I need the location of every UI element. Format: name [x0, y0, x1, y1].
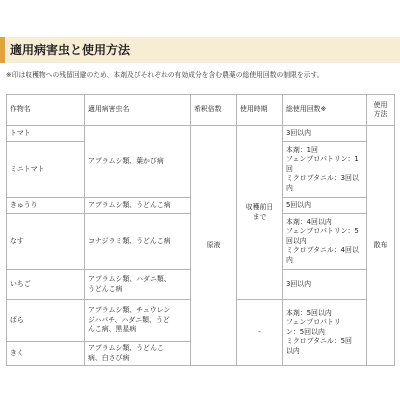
crop-rose: ばら [7, 300, 85, 342]
crop-strawberry: いちご [7, 270, 85, 300]
header-dilution: 希釈倍数 [191, 95, 237, 126]
crop-tomato: トマト [7, 126, 85, 142]
total-cell [283, 300, 367, 366]
section-title-accent [0, 37, 5, 63]
pest-cell: アブラムシ類、うどんこ病 [85, 198, 191, 214]
pest-text: アブラムシ類、チュウレン ジハバチ、ハダニ類、うど んこ病、黒星病 [88, 306, 171, 334]
header-pest: 適用病害虫名 [85, 95, 191, 126]
pest-cell [85, 342, 191, 366]
total-text: 本剤：1回 フェンプロパトリン：1 回 ミクロブタニル：3回以 内 [286, 145, 359, 192]
crop-chrysanthemum: きく [7, 342, 85, 366]
section-title: 適用病害虫と使用方法 [10, 43, 131, 57]
pest-text: アブラムシ類、ハダニ類、 うどんこ病 [88, 275, 171, 293]
timing-cell: - [237, 300, 283, 366]
usage-table [6, 94, 395, 366]
method-cell: 散布 [367, 126, 395, 366]
header-timing: 使用時期 [237, 95, 283, 126]
usage-note: ※印は収穫物への残留回避のため、本剤及びそれぞれの有効成分を含む農薬の総使用回数の制限を示す。 [6, 71, 324, 79]
dilution-cell: 原液 [191, 126, 237, 366]
table-row [7, 126, 395, 142]
crop-cucumber: きゅうり [7, 198, 85, 214]
pest-cell: コナジラミ類、うどんこ病 [85, 214, 191, 270]
total-cell [283, 214, 367, 270]
pest-cell [85, 300, 191, 342]
pest-cell: アブラムシ類、葉かび病 [85, 126, 191, 198]
pest-text: アブラムシ類、うどんこ 病、白さび病 [88, 344, 164, 362]
total-cell: 3回以内 [283, 270, 367, 300]
header-method-text: 使用 方法 [373, 100, 388, 118]
timing-text: 収穫前日 まで [245, 203, 274, 221]
table-header-row [7, 95, 395, 126]
total-cell: 3回以内 [283, 126, 367, 142]
header-total-uses: 総使用回数※ [283, 95, 367, 126]
total-text: 本剤：5回以内 フェンプロパトリ ン：5回以内 ミクロブタニル：5回 以内 [286, 308, 352, 355]
pest-cell [85, 270, 191, 300]
total-cell: 5回以内 [283, 198, 367, 214]
header-method [367, 95, 395, 126]
total-text: 本剤：4回以内 フェンプロパトリン：5 回以内 ミクロブタニル：4回以 内 [286, 217, 359, 264]
crop-mini-tomato: ミニトマト [7, 142, 85, 198]
crop-eggplant: なす [7, 214, 85, 270]
timing-cell [237, 126, 283, 300]
total-cell [283, 142, 367, 198]
header-crop: 作物名 [7, 95, 85, 126]
